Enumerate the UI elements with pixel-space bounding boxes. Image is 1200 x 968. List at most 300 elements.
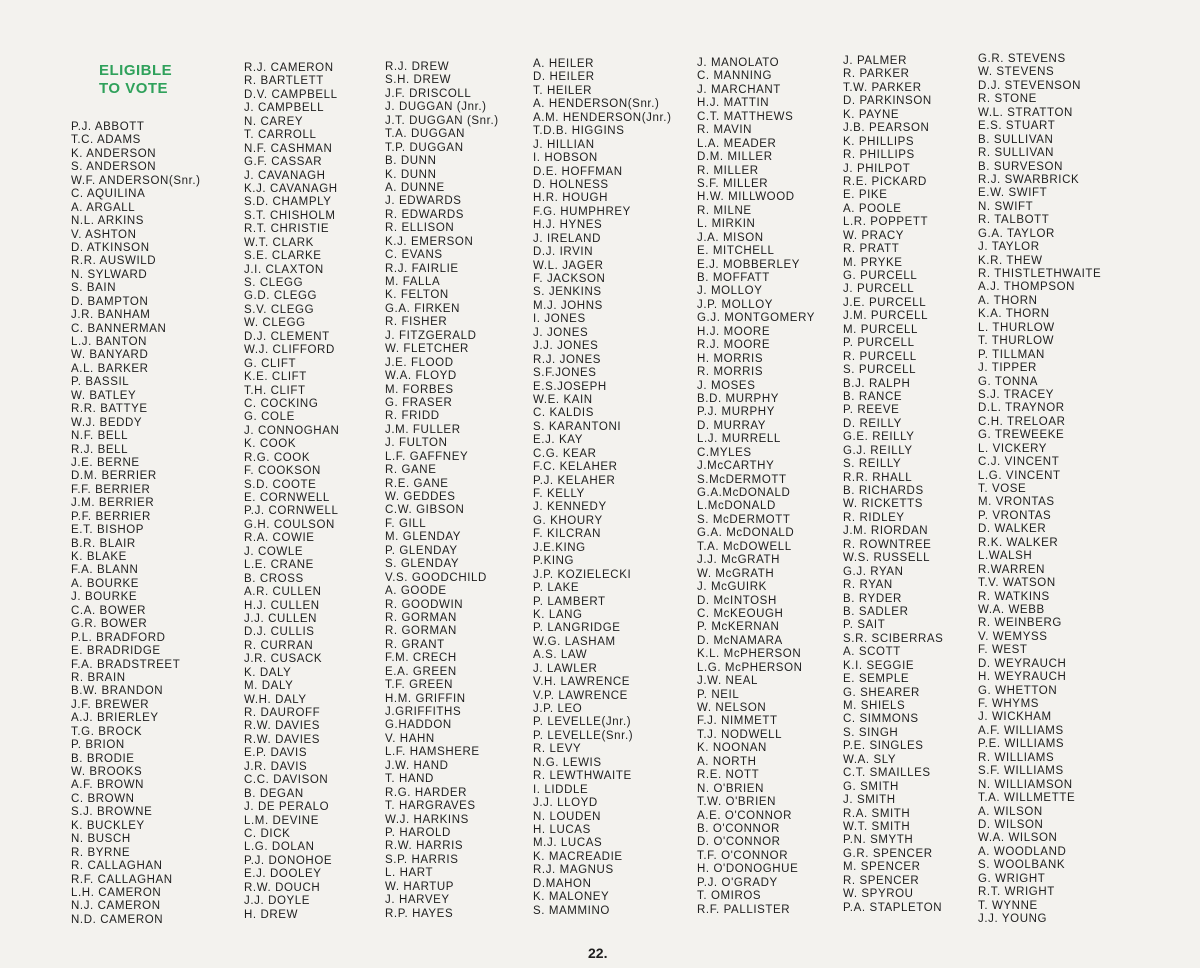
voter-name: P. McKERNAN xyxy=(697,621,780,634)
voter-name: P.KING xyxy=(533,555,575,568)
voter-name: L.H. CAMERON xyxy=(71,886,162,899)
voter-name: S.F. MILLER xyxy=(697,177,769,190)
voter-name: R. CURRAN xyxy=(244,639,314,652)
voter-name: N.F. CASHMAN xyxy=(244,142,333,155)
voter-name: J.M. PURCELL xyxy=(843,310,929,323)
voter-name: J.B. PEARSON xyxy=(843,122,930,135)
voter-name: R.A. SMITH xyxy=(843,807,911,820)
voter-name: S. PURCELL xyxy=(843,364,917,377)
voter-name: J. IRELAND xyxy=(533,232,601,245)
voter-name: K. BUCKLEY xyxy=(71,819,145,832)
voter-name: K.L. McPHERSON xyxy=(697,648,802,661)
voter-name: L.J. MURRELL xyxy=(697,433,781,446)
voter-name: J. HILLIAN xyxy=(533,138,595,151)
voter-name: D. HEILER xyxy=(533,71,595,84)
voter-name: R. PRATT xyxy=(843,243,900,256)
voter-name: G.A. TAYLOR xyxy=(978,227,1055,240)
voter-name: R. MILLER xyxy=(697,164,759,177)
voter-name: R.E. NOTT xyxy=(697,769,760,782)
voter-name: R. MORRIS xyxy=(697,366,764,379)
voter-name: P. LEVELLE(Jnr.) xyxy=(533,716,632,729)
voter-name: K. NOONAN xyxy=(697,742,767,755)
voter-name: B.W. BRANDON xyxy=(71,685,164,698)
voter-name: P.J. DONOHOE xyxy=(244,854,333,867)
voter-name: F. WHYMS xyxy=(978,698,1040,710)
voter-name: H.R. HOUGH xyxy=(533,192,608,205)
voter-name: W. SPYROU xyxy=(843,888,914,901)
voter-name: H.J. HYNES xyxy=(533,219,603,232)
voter-name: S. BAIN xyxy=(71,282,117,295)
voter-name: W.E. KAIN xyxy=(533,393,593,406)
voter-name: R.A. COWIE xyxy=(244,532,315,545)
voter-name: W.L. STRATTON xyxy=(978,106,1073,119)
voter-name: F. KILCRAN xyxy=(533,528,601,541)
voter-name: J.E. BERNE xyxy=(71,456,140,469)
voter-name: J.F. BREWER xyxy=(71,698,150,711)
voter-name: W.S. RUSSELL xyxy=(843,552,931,565)
voter-name: R.P. HAYES xyxy=(385,907,454,920)
voter-name: R.G. COOK xyxy=(244,451,311,464)
voter-name: R. BYRNE xyxy=(71,846,131,859)
voter-name: E.S. STUART xyxy=(978,120,1056,133)
voter-name: H. O'DONOGHUE xyxy=(697,863,799,876)
voter-name: K.R. THEW xyxy=(978,254,1043,267)
voter-name: J.P. MOLLOY xyxy=(697,298,774,311)
voter-name: N. WILLIAMSON xyxy=(978,778,1073,791)
voter-name: G.A. McDONALD xyxy=(697,527,795,540)
voter-name: H. DREW xyxy=(244,908,299,921)
voter-name: W. McGRATH xyxy=(697,567,775,580)
voter-name: K.J. EMERSON xyxy=(385,235,474,248)
voter-name: E.W. SWIFT xyxy=(978,187,1048,200)
names-column-1 xyxy=(71,121,201,927)
voter-name: A. NORTH xyxy=(697,755,757,768)
voter-name: T. WYNNE xyxy=(978,899,1038,912)
voter-name: D. HOLNESS xyxy=(533,178,609,191)
voter-name: R.J. DREW xyxy=(385,61,450,73)
voter-name: W. HARTUP xyxy=(385,880,455,893)
voter-name: D.J. CLEMENT xyxy=(244,330,330,343)
voter-name: T.V. WATSON xyxy=(978,577,1056,590)
voter-name: P. HAROLD xyxy=(385,826,451,839)
voter-name: M. VRONTAS xyxy=(978,496,1055,509)
voter-name: D. McNAMARA xyxy=(697,634,783,647)
voter-name: L.WALSH xyxy=(978,550,1033,563)
voter-name: G.F. CASSAR xyxy=(244,156,323,169)
voter-name: R.R. AUSWILD xyxy=(71,255,157,268)
voter-name: R.W. DOUCH xyxy=(244,881,321,894)
voter-name: E.T. BISHOP xyxy=(71,524,145,537)
voter-name: K. DALY xyxy=(244,666,292,679)
voter-name: S. ANDERSON xyxy=(71,161,157,174)
voter-name: J.M. BERRIER xyxy=(71,497,155,510)
voter-name: R. GANE xyxy=(385,464,437,477)
voter-name: S. SINGH xyxy=(843,726,899,739)
voter-name: H.W. MILLWOOD xyxy=(697,191,795,204)
voter-name: N.F. BELL xyxy=(71,430,129,443)
voter-name: S.D. COOTE xyxy=(244,478,317,491)
voter-name: J. PHILPOT xyxy=(843,162,911,175)
voter-name: D.J. STEVENSON xyxy=(978,79,1081,92)
voter-name: B. SULLIVAN xyxy=(978,133,1054,146)
voter-name: M. FALLA xyxy=(385,276,441,288)
voter-name: P.J. O'GRADY xyxy=(697,876,778,889)
voter-name: E.P. DAVIS xyxy=(244,747,308,760)
voter-name: E.J. DOOLEY xyxy=(244,868,322,881)
voter-name: R.F. CALLAGHAN xyxy=(71,873,173,886)
names-column-5 xyxy=(697,57,815,917)
voter-name: L.A. MEADER xyxy=(697,137,777,150)
voter-name: J. CAVANAGH xyxy=(244,169,326,182)
voter-name: S. JENKINS xyxy=(533,286,602,299)
voter-name: J. HARVEY xyxy=(385,894,450,907)
voter-name: J.J. CULLEN xyxy=(244,612,318,625)
voter-name: R. SPENCER xyxy=(843,874,920,887)
voter-name: P. REEVE xyxy=(843,404,900,417)
voter-name: E.A. GREEN xyxy=(385,665,457,678)
voter-name: H. WEYRAUCH xyxy=(978,671,1067,684)
voter-name: P. GLENDAY xyxy=(385,544,458,557)
voter-name: S.F. WILLIAMS xyxy=(978,765,1064,778)
voter-name: F.G. HUMPHREY xyxy=(533,205,631,218)
voter-name: F. JACKSON xyxy=(533,273,606,285)
voter-name: C. DICK xyxy=(244,827,291,840)
voter-name: G.J. MONTGOMERY xyxy=(697,312,816,325)
voter-name: P. BASSIL xyxy=(71,376,130,389)
voter-name: E. PIKE xyxy=(843,189,888,202)
voter-name: M. SPENCER xyxy=(843,861,921,874)
voter-name: J.J. LLOYD xyxy=(533,797,598,810)
voter-name: G.A. FIRKEN xyxy=(385,302,460,315)
voter-name: T.C. ADAMS xyxy=(71,134,141,147)
voter-name: C.T. MATTHEWS xyxy=(697,110,794,123)
voter-name: E. MITCHELL xyxy=(697,245,775,258)
voter-name: J.M. FULLER xyxy=(385,423,461,436)
voter-name: J.GRIFFITHS xyxy=(385,706,462,718)
voter-name: C.MYLES xyxy=(697,446,752,459)
voter-name: G.H. COULSON xyxy=(244,518,335,531)
voter-name: A.F. BROWN xyxy=(71,779,145,792)
voter-name: R.W. HARRIS xyxy=(385,840,464,853)
voter-name: N.L. ARKINS xyxy=(71,215,145,228)
voter-name: R.E. PICKARD xyxy=(843,175,927,188)
voter-name: V.H. LAWRENCE xyxy=(533,676,631,689)
voter-name: A.S. LAW xyxy=(533,649,588,662)
voter-name: A. HENDERSON(Snr.) xyxy=(533,98,660,111)
voter-name: F. KELLY xyxy=(533,488,585,500)
voter-name: F. WEST xyxy=(978,644,1028,657)
voter-name: T.G. BROCK xyxy=(71,725,143,738)
voter-name: S. WOOLBANK xyxy=(978,859,1066,872)
voter-name: P.E. SINGLES xyxy=(843,740,924,753)
voter-name: J. FULTON xyxy=(385,437,448,450)
voter-name: T. VOSE xyxy=(978,483,1027,495)
voter-name: E. SEMPLE xyxy=(843,673,910,686)
voter-name: V. ASHTON xyxy=(71,228,137,241)
voter-name: L. HART xyxy=(385,867,434,880)
voter-name: H. LUCAS xyxy=(533,823,591,836)
voter-name: B. O'CONNOR xyxy=(697,822,780,835)
voter-name: M. GLENDAY xyxy=(385,531,462,544)
voter-name: A. POOLE xyxy=(843,202,902,215)
voter-name: D. BAMPTON xyxy=(71,295,149,308)
voter-name: D. REILLY xyxy=(843,417,902,430)
voter-name: C.H. TRELOAR xyxy=(978,415,1066,428)
voter-name: J. MARCHANT xyxy=(697,83,781,96)
voter-name: J. MOSES xyxy=(697,379,756,392)
voter-name: P. VRONTAS xyxy=(978,509,1052,522)
voter-name: P. LAKE xyxy=(533,582,580,595)
voter-name: G.R. STEVENS xyxy=(978,53,1066,65)
voter-name: C. EVANS xyxy=(385,249,443,262)
voter-name: S.J. BROWNE xyxy=(71,806,153,819)
voter-name: S.E. CLARKE xyxy=(244,250,322,263)
voter-name: P. BRION xyxy=(71,739,125,752)
voter-name: G. COLE xyxy=(244,411,295,424)
voter-name: T. HEILER xyxy=(533,84,593,97)
voter-name: W.F. ANDERSON(Snr.) xyxy=(71,174,201,187)
voter-name: W.H. DALY xyxy=(244,693,307,706)
voter-name: R. PARKER xyxy=(843,68,910,81)
voter-name: P.J. MURPHY xyxy=(697,406,775,419)
voter-name: L. THURLOW xyxy=(978,321,1055,334)
voter-name: R. MAVIN xyxy=(697,124,753,137)
voter-name: K.E. CLIFT xyxy=(244,371,307,384)
voter-name: C. MANNING xyxy=(697,70,772,83)
voter-name: P. LANGRIDGE xyxy=(533,622,621,635)
voter-name: J. COWLE xyxy=(244,545,304,558)
voter-name: R. WILLIAMS xyxy=(978,751,1055,764)
names-column-4 xyxy=(533,58,672,918)
voter-name: K. PHILLIPS xyxy=(843,135,915,148)
voter-name: R. BARTLETT xyxy=(244,75,324,88)
voter-name: G. TONNA xyxy=(978,375,1038,388)
voter-name: J.E. PURCELL xyxy=(843,296,927,309)
voter-name: A. ARGALL xyxy=(71,201,136,214)
voter-name: G. TREWEEKE xyxy=(978,429,1065,442)
voter-name: T.A. McDOWELL xyxy=(697,540,792,553)
voter-name: J.R. CUSACK xyxy=(244,653,323,666)
voter-name: K. LANG xyxy=(533,608,583,621)
names-column-3 xyxy=(385,61,499,921)
voter-name: A. BOURKE xyxy=(71,577,140,590)
voter-name: B. SADLER xyxy=(843,605,909,618)
voter-name: R. GORMAN xyxy=(385,611,457,624)
voter-name: J. CAMPBELL xyxy=(244,102,325,115)
voter-name: W.G. LASHAM xyxy=(533,635,616,648)
voter-name: J.I. CLAXTON xyxy=(244,263,324,276)
voter-name: S.McDERMOTT xyxy=(697,473,787,486)
voter-name: J. MOLLOY xyxy=(697,285,763,298)
voter-name: S.J. TRACEY xyxy=(978,388,1055,401)
voter-name: R. EDWARDS xyxy=(385,208,465,221)
voter-name: S.F.JONES xyxy=(533,367,597,380)
voter-name: D. McINTOSH xyxy=(697,594,777,607)
voter-name: D.J. IRVIN xyxy=(533,246,594,259)
voter-name: D.M. BERRIER xyxy=(71,470,157,483)
voter-name: T. OMIROS xyxy=(697,890,762,903)
page-number: 22. xyxy=(588,945,608,961)
voter-name: A.R. CULLEN xyxy=(244,586,322,599)
voter-name: S.T. CHISHOLM xyxy=(244,209,336,222)
voter-name: W. CLEGG xyxy=(244,317,306,330)
voter-name: L.G. McPHERSON xyxy=(697,661,803,674)
voter-name: H.J. MATTIN xyxy=(697,97,770,110)
names-column-6 xyxy=(843,55,943,915)
voter-name: R. TALBOTT xyxy=(978,214,1050,227)
voter-name: N.D. CAMERON xyxy=(71,913,164,926)
voter-name: J.W. NEAL xyxy=(697,675,758,688)
voter-name: C. BROWN xyxy=(71,792,135,805)
voter-name: T. HAND xyxy=(385,773,434,786)
voter-name: G. FRASER xyxy=(385,396,453,409)
voter-name: R.G. HARDER xyxy=(385,786,467,799)
voter-name: W. PRACY xyxy=(843,229,905,242)
voter-name: G.D. CLEGG xyxy=(244,290,318,303)
voter-name: T.P. DUGGAN xyxy=(385,141,464,154)
voter-name: J.McCARTHY xyxy=(697,460,775,473)
voter-name: W. BATLEY xyxy=(71,389,137,402)
voter-name: C.A. BOWER xyxy=(71,604,147,617)
voter-name: R. PURCELL xyxy=(843,350,917,363)
voter-name: P. TILLMAN xyxy=(978,348,1045,361)
voter-name: K. BLAKE xyxy=(71,551,127,563)
voter-name: T.D.B. HIGGINS xyxy=(533,125,625,138)
voter-name: R. ROWNTREE xyxy=(843,538,932,551)
voter-name: K.I. SEGGIE xyxy=(843,659,915,672)
voter-name: R. SULLIVAN xyxy=(978,147,1055,160)
voter-name: B. DEGAN xyxy=(244,787,304,800)
voter-name: B. CROSS xyxy=(244,572,304,585)
voter-name: W. STEVENS xyxy=(978,66,1055,79)
voter-name: P.E. WILLIAMS xyxy=(978,738,1065,751)
voter-name: E. CORNWELL xyxy=(244,492,330,504)
voter-name: R. LEWTHWAITE xyxy=(533,770,632,783)
voter-name: R.J. BELL xyxy=(71,443,129,456)
voter-name: R. ELLISON xyxy=(385,222,455,235)
voter-name: G. SMITH xyxy=(843,780,899,793)
voter-name: J.J. McGRATH xyxy=(697,554,781,567)
voter-name: C. COCKING xyxy=(244,397,319,410)
voter-name: P.F. BERRIER xyxy=(71,510,151,523)
voter-name: V. WEMYSS xyxy=(978,630,1048,643)
voter-name: R. RYAN xyxy=(843,579,893,592)
voter-name: R.R. BATTYE xyxy=(71,403,148,416)
voter-name: P. NEIL xyxy=(697,688,740,701)
voter-name: C.T. SMAILLES xyxy=(843,767,931,780)
voter-name: T. THURLOW xyxy=(978,335,1055,348)
voter-name: R. GORMAN xyxy=(385,625,457,638)
voter-name: J. PALMER xyxy=(843,55,907,67)
voter-name: C. SIMMONS xyxy=(843,713,919,726)
voter-name: J. DE PERALO xyxy=(244,801,330,814)
voter-name: D. WALKER xyxy=(978,523,1047,536)
voter-name: A.J. THOMPSON xyxy=(978,281,1076,294)
voter-name: E.J. MOBBERLEY xyxy=(697,258,800,271)
voter-name: P. LEVELLE(Snr.) xyxy=(533,729,634,742)
voter-name: J.M. RIORDAN xyxy=(843,525,929,538)
voter-name: M. SHIELS xyxy=(843,700,906,712)
voter-name: E. BRADRIDGE xyxy=(71,645,161,658)
voter-name: N. SWIFT xyxy=(978,200,1034,213)
voter-name: P.A. STAPLETON xyxy=(843,901,943,914)
voter-name: B.J. RALPH xyxy=(843,377,911,390)
voter-name: G.J. RYAN xyxy=(843,565,904,578)
voter-name: A. THORN xyxy=(978,294,1038,307)
voter-name: N. BUSCH xyxy=(71,833,131,846)
voter-name: W.L. JAGER xyxy=(533,259,604,272)
voter-name: J.J. YOUNG xyxy=(978,913,1048,925)
eligible-to-vote-heading: ELIGIBLE TO VOTE xyxy=(99,62,173,97)
voter-name: J.F. DRISCOLL xyxy=(385,87,472,100)
voter-name: D.J. CULLIS xyxy=(244,626,315,639)
voter-name: T.W. O'BRIEN xyxy=(697,796,777,809)
voter-name: W. FLETCHER xyxy=(385,343,469,356)
voter-name: K. ANDERSON xyxy=(71,147,157,160)
voter-name: K. FELTON xyxy=(385,289,449,302)
voter-name: W.J. BEDDY xyxy=(71,416,143,429)
voter-name: P.N. SMYTH xyxy=(843,834,914,847)
voter-name: J. TIPPER xyxy=(978,362,1037,375)
voter-name: T.H. CLIFT xyxy=(244,384,306,397)
voter-name: L.F. GAFFNEY xyxy=(385,450,469,463)
voter-name: R.E. GANE xyxy=(385,477,449,490)
voter-name: D.L. TRAYNOR xyxy=(978,402,1065,415)
voter-name: H.M. GRIFFIN xyxy=(385,692,466,705)
voter-name: T.W. PARKER xyxy=(843,81,922,94)
voter-name: D.E. HOFFMAN xyxy=(533,165,623,178)
voter-name: D.M. MILLER xyxy=(697,151,773,164)
names-column-7 xyxy=(978,53,1101,926)
voter-name: H.J. CULLEN xyxy=(244,599,320,612)
voter-name: A. GOODE xyxy=(385,585,447,598)
voter-name: C.W. GIBSON xyxy=(385,504,465,517)
voter-name: G.J. REILLY xyxy=(843,444,913,457)
voter-name: W. GEDDES xyxy=(385,491,456,503)
voter-name: R. FRIDD xyxy=(385,410,440,423)
voter-name: F.A. BLANN xyxy=(71,564,139,577)
voter-name: M.J. LUCAS xyxy=(533,837,603,850)
voter-name: W. BROOKS xyxy=(71,766,143,778)
voter-name: F. GILL xyxy=(385,517,427,530)
voter-name: B. MOFFATT xyxy=(697,272,770,284)
voter-name: J. FITZGERALD xyxy=(385,329,477,342)
voter-name: D.MAHON xyxy=(533,877,592,890)
voter-name: B. BRODIE xyxy=(71,752,135,765)
voter-name: G.R. SPENCER xyxy=(843,847,933,860)
voter-name: N. LOUDEN xyxy=(533,810,602,823)
voter-name: J. DUGGAN (Jnr.) xyxy=(385,101,487,114)
voter-name: G. CLIFT xyxy=(244,357,297,370)
voter-name: R. GOODWIN xyxy=(385,598,464,611)
voter-name: W.A. FLOYD xyxy=(385,370,457,383)
voter-name: S. REILLY xyxy=(843,458,902,471)
voter-name: K.A. THORN xyxy=(978,308,1050,321)
voter-name: F.M. CRECH xyxy=(385,652,457,665)
voter-name: C.C. DAVISON xyxy=(244,774,329,787)
voter-name: F.C. KELAHER xyxy=(533,461,618,474)
voter-name: S.H. DREW xyxy=(385,74,452,87)
voter-name: L. VICKERY xyxy=(978,442,1048,455)
voter-name: P.J. ABBOTT xyxy=(71,121,145,133)
voter-name: V.S. GOODCHILD xyxy=(385,571,487,584)
voter-name: G. KHOURY xyxy=(533,514,603,527)
voter-name: R. PHILLIPS xyxy=(843,149,915,162)
voter-name: R. WEINBERG xyxy=(978,617,1062,630)
voter-name: B. RANCE xyxy=(843,390,903,403)
voter-name: I. JONES xyxy=(533,313,586,326)
voter-name: R. GRANT xyxy=(385,638,445,651)
